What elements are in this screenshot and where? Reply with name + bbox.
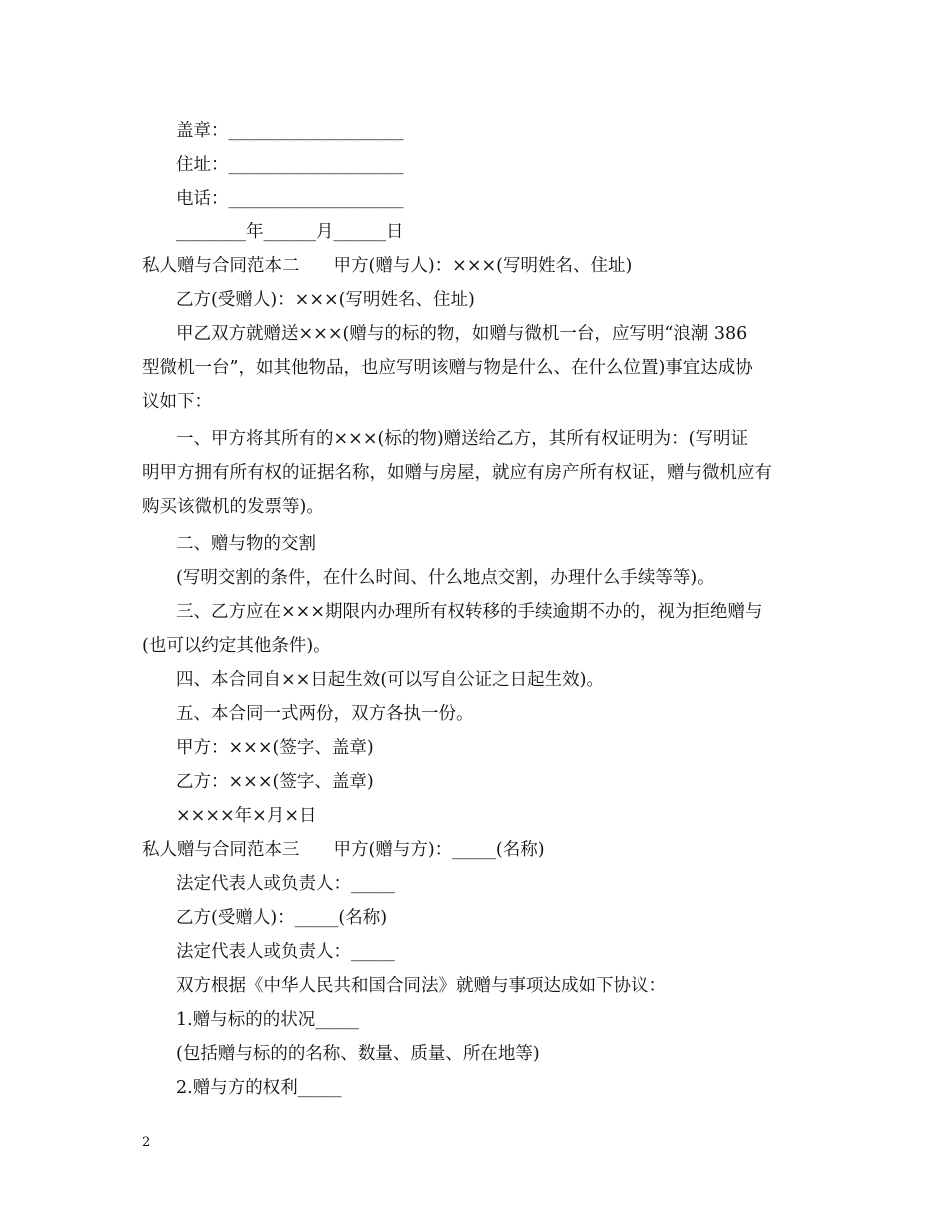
phone-line: 电话：____________________ (176, 189, 404, 209)
paragraph-line: 甲乙双方就赠送×××(赠与的标的物，如赠与微机一台，应写明“浪潮 386 (176, 324, 748, 344)
clause-three-line: 三、乙方应在×××期限内办理所有权转移的手续逾期不办的，视为拒绝赠与 (176, 602, 763, 622)
signing-date: ××××年×月×日 (176, 806, 317, 826)
donor-party-a: 甲方(赠与方)：_____(名称) (333, 840, 545, 860)
party-b-signature: 乙方：×××(签字、盖章) (176, 772, 374, 792)
item-two: 2.赠与方的权利_____ (176, 1078, 342, 1098)
template-two-heading-line (142, 254, 822, 278)
item-one-note: (包括赠与标的的名称、数量、质量、所在地等) (176, 1044, 540, 1064)
donee-party-b: 乙方(受赠人)：_____(名称) (176, 908, 388, 928)
page-number: 2 (142, 1135, 151, 1150)
paragraph-line: 议如下： (142, 392, 212, 412)
clause-two-title: 二、赠与物的交割 (176, 534, 316, 554)
legal-representative-line: 法定代表人或负责人：_____ (176, 942, 395, 962)
clause-three-line: (也可以约定其他条件)。 (142, 636, 331, 656)
agreement-intro: 双方根据《中华人民共和国合同法》就赠与事项达成如下协议： (176, 976, 666, 996)
paragraph-line: 型微机一台”，如其他物品，也应写明该赠与物是什么、在什么位置)事宜达成协 (142, 358, 753, 378)
clause-four: 四、本合同自××日起生效(可以写自公证之日起生效)。 (176, 670, 604, 690)
clause-five: 五、本合同一式两份，双方各执一份。 (176, 704, 474, 724)
template-three-heading-line (142, 838, 822, 862)
seal-line: 盖章：____________________ (176, 121, 404, 141)
donor-party-a: 甲方(赠与人)：×××(写明姓名、住址) (333, 256, 633, 276)
date-line: ________年______月______日 (176, 222, 404, 242)
clause-one-line: 明甲方拥有所有权的证据名称，如赠与房屋，就应有房产所有权证，赠与微机应有 (142, 463, 772, 483)
item-one: 1.赠与标的的状况_____ (176, 1010, 359, 1030)
template-three-title: 私人赠与合同范本三 (142, 840, 300, 860)
donee-party-b: 乙方(受赠人)：×××(写明姓名、住址) (176, 290, 475, 310)
party-a-signature: 甲方：×××(签字、盖章) (176, 738, 374, 758)
clause-one-line: 一、甲方将其所有的×××(标的物)赠送给乙方，其所有权证明为：(写明证 (176, 429, 748, 449)
clause-one-line: 购买该微机的发票等)。 (142, 497, 324, 517)
legal-representative-line: 法定代表人或负责人：_____ (176, 874, 395, 894)
clause-two-text: (写明交割的条件，在什么时间、什么地点交割，办理什么手续等等)。 (176, 568, 715, 588)
template-two-title: 私人赠与合同范本二 (142, 256, 300, 276)
address-line: 住址：____________________ (176, 155, 404, 175)
